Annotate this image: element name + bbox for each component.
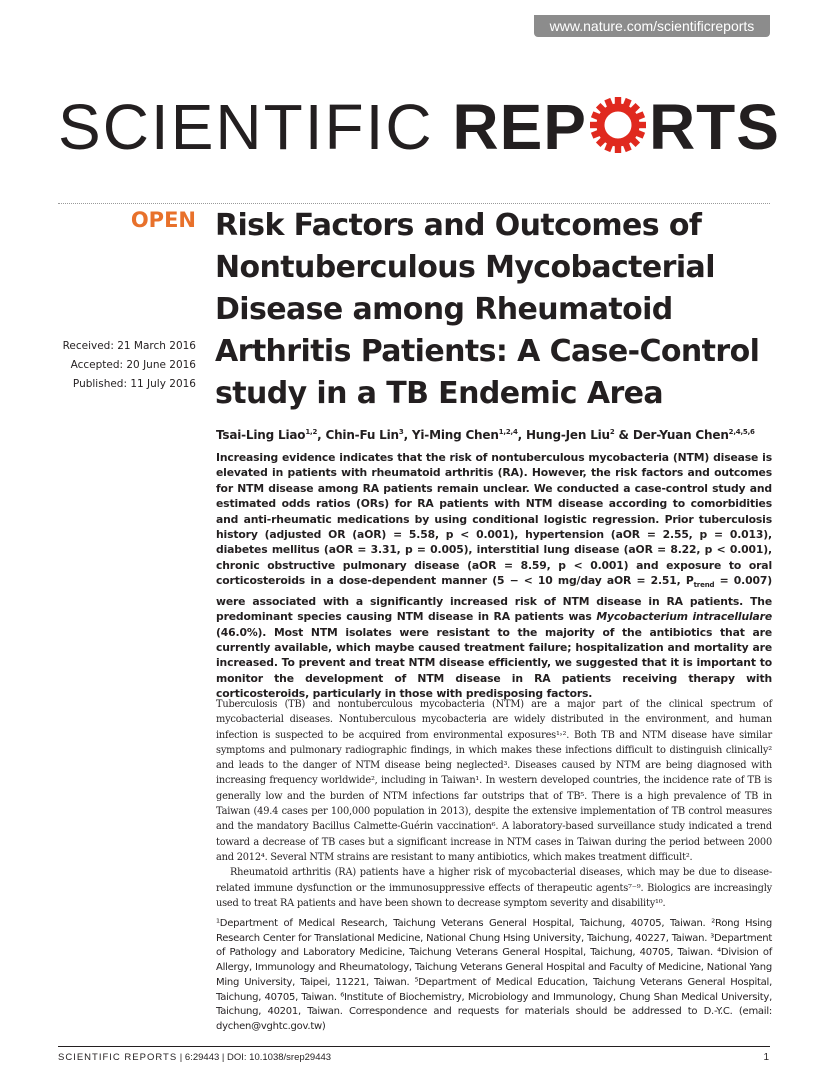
article-dates (40, 337, 196, 394)
author-name: Der-Yuan Chen (632, 428, 729, 442)
abstract-part-1: Increasing evidence indicates that the risk of nontuberculous mycobacteria (NTM) disease is elevated in patients with rheumatoid arthritis (RA). However, the risk factors and outcomes for NTM disease among RA patients remain unclear. We conducted a case-control study and estimated odds ratios (ORs) for RA patients with NTM disease according to comorbidities and anti-rheumatic medications by using conditional logistic regression. Prior tuberculosis history (adjusted OR (aOR) = 5.58, p < 0.001), hypertension (aOR = 2.55, p = 0.013), diabetes mellitus (aOR = 3.31, p = 0.005), interstitial lung disease (aOR = 8.22, p < 0.001), chronic obstructive pulmonary disease (aOR = 8.59, p < 0.001) and exposure to oral corticosteroids in a dose-dependent manner (5 − < 10 mg/day aOR = 2.51, P (216, 451, 772, 588)
p-trend-subscript: trend (693, 581, 715, 590)
author-name: Hung-Jen Liu (525, 428, 610, 442)
author-affiliation-marker: 1,2,4 (498, 428, 518, 436)
author-affiliation-marker: 1,2 (305, 428, 318, 436)
species-name: Mycobacterium intracellulare (596, 610, 773, 624)
page-number: 1 (763, 1052, 769, 1063)
journal-url-link[interactable]: www.nature.com/scientificreports (534, 15, 770, 37)
header-divider (58, 203, 770, 204)
author-separator: & (614, 428, 633, 442)
journal-masthead (58, 92, 780, 162)
author-affiliation-marker: 3 (398, 428, 404, 436)
footer-citation (58, 1052, 331, 1063)
footer-doi: | 6:29443 | DOI: 10.1038/srep29443 (177, 1052, 332, 1063)
author-separator: , (317, 428, 326, 442)
affiliations: ¹Department of Medical Research, Taichung Veterans General Hospital, Taichung, 40705, Taiwan. ²Rong Hsing Research Center for Translational Medicine, National Chung Hsing University, Taichung, 40227, Taiwan. ³Department of Pathology and Laboratory Medicine, Taichung Veterans General Hospital, Taichung, 40705, Taiwan. ⁴Division of Allergy, Immunology and Rheumatology, Taichung Veterans General Hospital and Faculty of Medicine, National Yang Ming University, Taipei, 11221, Taiwan. ⁵Department of Medical Education, Taichung Veterans General Hospital, Taichung, 40705, Taiwan. ⁶Institute of Biochemistry, Microbiology and Immunology, Chung Shan Medical University, Taichung, 40201, Taiwan. Correspondence and requests for materials should be addressed to D.-Y.C. (email: dychen@vghtc.gov.tw) (216, 918, 772, 1032)
author-name: Yi-Ming Chen (411, 428, 499, 442)
author-affiliation-marker: 2 (609, 428, 615, 436)
abstract (216, 450, 772, 702)
author-list (216, 424, 776, 443)
author-separator: , (403, 428, 412, 442)
body-paragraph-2: Rheumatoid arthritis (RA) patients have a higher risk of mycobacterial diseases, which may be due to disease-related immune dysfunction or the immunosuppressive effects of therapeutic agents⁷⁻⁹. Biologics are increasingly used to treat RA patients and have been shown to decrease symptom severity and disability¹⁰. (216, 867, 772, 909)
footer-journal-name: SCIENTIFIC REPORTS (58, 1052, 178, 1063)
abstract-part-3: (46.0%). Most NTM isolates were resistant to the majority of the antibiotics that are currently available, which maybe caused treatment failure; hospitalization and mortality are increased. To prevent and treat NTM disease efficiently, we suggested that it is important to monitor the development of NTM disease in RA patients receiving therapy with corticosteroids, particularly in those with predisposing factors. (216, 625, 772, 701)
footer-divider (58, 1046, 770, 1047)
received-date: Received: 21 March 2016 (62, 340, 196, 352)
abstract-part-2: = 0.007) were associated with a significantly increased risk of NTM disease in RA patients. The predominant species causing NTM disease in RA patients was (216, 574, 772, 624)
gear-logo-icon (588, 95, 648, 155)
body-paragraph-1: Tuberculosis (TB) and nontuberculous mycobacteria (NTM) are a major part of the clinical spectrum of mycobacterial diseases. Nontuberculous mycobacteria are widely distributed in the environment, and human infection is suspected to be acquired from environmental exposures¹˒². Both TB and NTM disease have similar symptoms and pulmonary radiographic findings, in which makes these infections difficult to distinguish clinically² and leads to the danger of NTM disease being neglected³. Diseases caused by NTM are being diagnosed with increasing frequency worldwide², including in Taiwan¹. In western developed countries, the incidence rate of TB is generally low and the burden of NTM infections far outstrips that of TB⁵. There is a high prevalence of TB in Taiwan (49.4 cases per 100,000 population in 2013), despite the extensive implementation of TB control measures and the mandatory Bacillus Calmette-Guérin vaccination⁶. A laboratory-based surveillance study indicated a trend toward a decrease of TB cases but a significant increase in NTM cases in Taiwan during the period between 2000 and 2012⁴. Several NTM strains are resistant to many antibiotics, which makes treatment difficult². (216, 699, 772, 863)
open-access-label: OPEN (130, 208, 196, 232)
author-separator: , (517, 428, 526, 442)
author-affiliation-marker: 2,4,5,6 (728, 428, 755, 436)
masthead-rep: REP (452, 91, 587, 163)
published-date: Published: 11 July 2016 (72, 378, 196, 390)
author-name: Chin-Fu Lin (325, 428, 399, 442)
author-name: Tsai-Ling Liao (216, 428, 306, 442)
main-text (216, 697, 772, 911)
accepted-date: Accepted: 20 June 2016 (70, 359, 196, 371)
masthead-scientific: SCIENTIFIC (58, 91, 434, 163)
masthead-rts: RTS (648, 91, 780, 163)
article-title: Risk Factors and Outcomes of Nontuberculous Mycobacterial Disease among Rheumatoid Arthritis Patients: A Case-Control study in a TB Endemic Area (215, 208, 760, 411)
